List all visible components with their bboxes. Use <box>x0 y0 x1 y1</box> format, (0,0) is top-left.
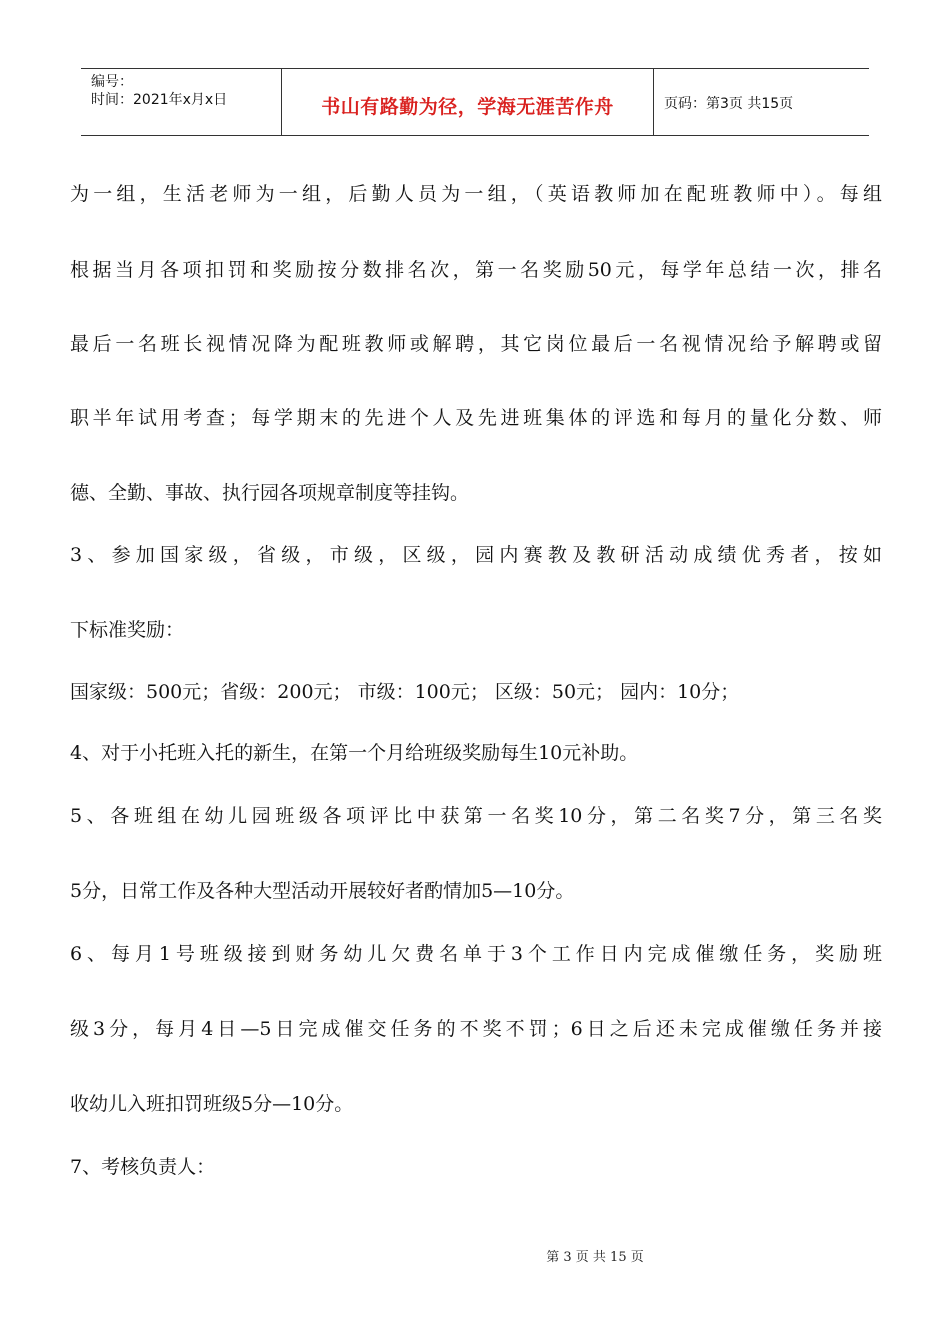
header-left-cell <box>81 69 281 135</box>
body-line: 最后一名班长视情况降为配班教师或解聘，其它岗位最后一名视情况给予解聘或留 <box>70 333 882 355</box>
body-line: 根据当月各项扣罚和奖励按分数排名次，第一名奖励50元，每学年总结一次，排名 <box>70 259 882 281</box>
header-middle-cell <box>281 69 654 135</box>
body-line: 3、参加国家级，省级，市级，区级，园内赛教及教研活动成绩优秀者，按如 <box>70 544 882 566</box>
body-line: 为一组，生活老师为一组，后勤人员为一组，（英语教师加在配班教师中）。每组 <box>70 183 882 205</box>
header-page-info: 页码：第3页 共15页 <box>664 96 794 112</box>
body-line: 职半年试用考查；每学期末的先进个人及先进班集体的评选和每月的量化分数、师 <box>70 407 882 429</box>
document-number-label: 编号： <box>91 74 133 90</box>
header-right-cell <box>654 69 869 135</box>
body-line: 德、全勤、事故、执行园各项规章制度等挂钩。 <box>70 482 470 504</box>
body-line: 国家级：500元；省级：200元； 市级：100元； 区级：50元； 园内：10分； <box>70 681 740 703</box>
page-header <box>81 68 869 136</box>
body-line: 5、各班组在幼儿园班级各项评比中获第一名奖10分，第二名奖7分，第三名奖 <box>70 805 882 827</box>
page-footer: 第 3 页 共 15 页 <box>546 1250 644 1265</box>
body-line: 收幼儿入班扣罚班级5分—10分。 <box>70 1093 354 1115</box>
body-line: 级3分，每月4日—5日完成催交任务的不奖不罚；6日之后还未完成催缴任务并接 <box>70 1018 882 1040</box>
document-date-label: 时间：2021年x月x日 <box>91 92 228 108</box>
header-motto: 书山有路勤为径，学海无涯苦作舟 <box>321 96 614 118</box>
body-line: 6、每月1号班级接到财务幼儿欠费名单于3个工作日内完成催缴任务，奖励班 <box>70 943 882 965</box>
body-line: 下标准奖励： <box>70 619 185 641</box>
body-line: 4、对于小托班入托的新生，在第一个月给班级奖励每生10元补助。 <box>70 742 639 764</box>
body-line: 7、考核负责人： <box>70 1156 216 1178</box>
body-line: 5分，日常工作及各种大型活动开展较好者酌情加5—10分。 <box>70 880 575 902</box>
